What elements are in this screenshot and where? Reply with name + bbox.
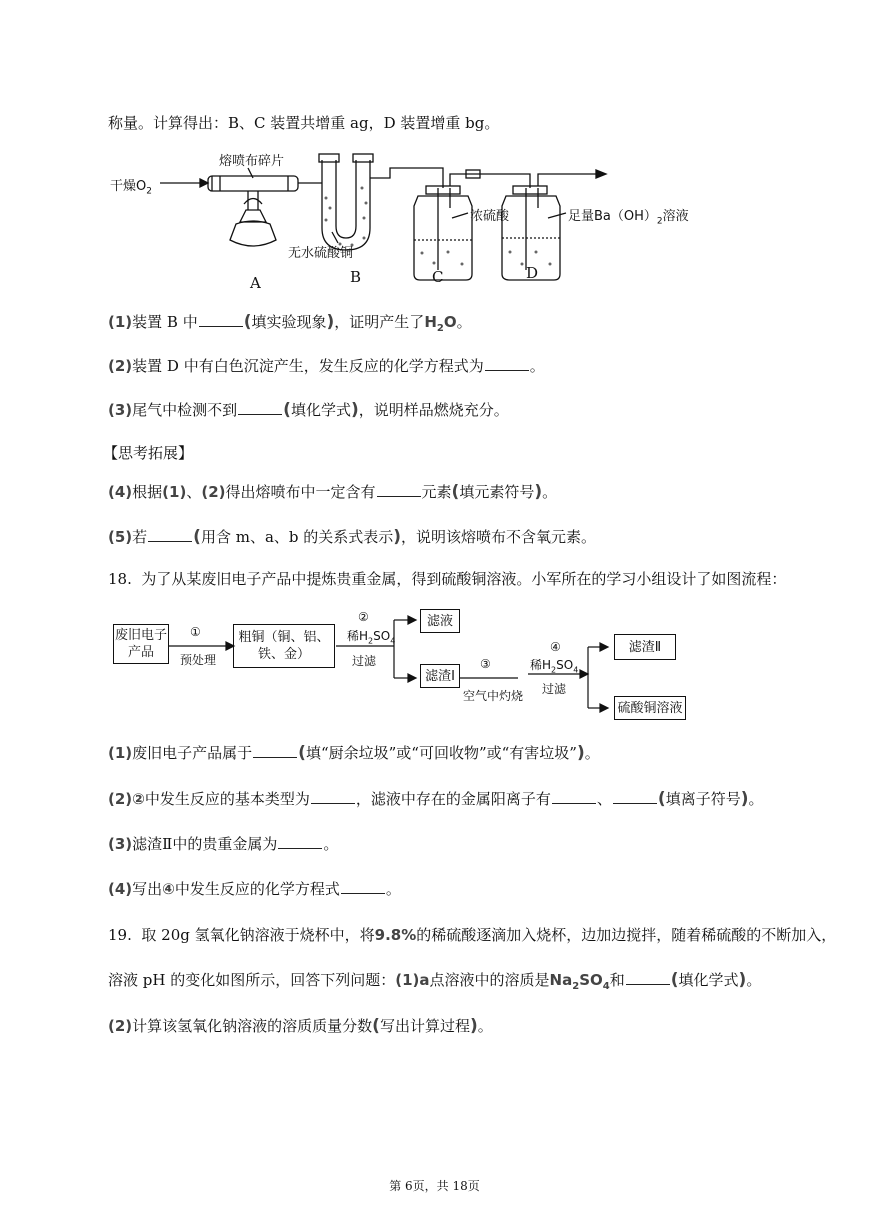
o2-label: 干燥$O_2$	[110, 179, 152, 197]
question-18-4: (4)写出④中发生反应的化学方程式 。	[108, 880, 401, 898]
acid-label: 浓硫酸	[470, 209, 510, 224]
question-18-1: (1)废旧电子产品属于 (填“厨余垃圾”或“可回收物”或“有害垃圾”)。	[108, 743, 600, 763]
question-2: (2)装置 D 中有白色沉淀产生，发生反应的化学方程式为 。	[108, 357, 545, 375]
question-3: (3)尾气中检测不到 (填化学式)，说明样品燃烧充分。	[108, 400, 509, 420]
answer-blank[interactable]	[148, 527, 192, 542]
apparatus-diagram	[108, 148, 628, 293]
problem-18: 18. 为了从某废旧电子产品中提炼贵重金属，得到硫酸铜溶液。小军所在的学习小组设计了如图流程：	[108, 570, 787, 588]
answer-blank[interactable]	[613, 789, 657, 804]
step-3-marker: ③	[480, 657, 491, 671]
step-2-label: 过滤	[352, 654, 377, 668]
question-5: (5)若 (用含 m、a、b 的关系式表示)，说明该熔喷布不含氧元素。	[108, 527, 597, 547]
answer-blank[interactable]	[552, 789, 596, 804]
cuso4-label: 无水硫酸铜	[288, 246, 354, 261]
problem-19-line-2: 溶液 pH 的变化如图所示，回答下列问题：(1)a点溶液中的溶质是$Na_2SO_4$和 (填化学式)。	[108, 970, 762, 992]
question-4: (4)根据(1)、(2)得出熔喷布中一定含有 元素(填元素符号)。	[108, 482, 558, 502]
answer-blank[interactable]	[341, 879, 385, 894]
flow-box-crude-copper: 粗铜（铜、铝、铁、金）	[233, 624, 335, 668]
answer-blank[interactable]	[377, 482, 421, 497]
section-heading: 【思考拓展】	[103, 444, 194, 462]
problem-19-line-1: 19. 取 20g 氢氧化钠溶液于烧杯中，将9.8%的稀硫酸逐滴加入烧杯，边加边搅拌，随着稀硫酸的不断加入，	[108, 926, 837, 944]
step-2-marker: ②	[358, 610, 369, 624]
step-4-marker: ④	[550, 640, 561, 654]
baoh-label: 足量$Ba(OH)_2$溶液	[568, 209, 689, 227]
step-4-reagent: 稀$H_2SO_4$	[530, 658, 579, 675]
label-b: B	[350, 268, 362, 286]
question-1: (1)装置 B 中 (填实验现象)，证明产生了$H_2O$。	[108, 312, 472, 334]
flow-box-residue-1: 滤渣Ⅰ	[420, 664, 460, 688]
step-2-reagent: 稀$H_2SO_4$	[347, 629, 396, 646]
flow-box-waste: 废旧电子产品	[113, 624, 169, 664]
question-18-2: (2)②中发生反应的基本类型为 ，滤液中存在的金属阳离子有 、 (填离子符号)。	[108, 789, 764, 809]
step-4-label: 过滤	[542, 682, 567, 696]
label-d: D	[526, 264, 539, 282]
answer-blank[interactable]	[253, 743, 297, 758]
answer-blank[interactable]	[626, 970, 670, 985]
page-footer: 第 6页，共 18页	[389, 1179, 480, 1193]
question-18-3: (3)滤渣Ⅱ中的贵重金属为 。	[108, 835, 339, 853]
step-3-label: 空气中灼烧	[463, 689, 524, 703]
answer-blank[interactable]	[311, 789, 355, 804]
flow-box-cuso4: 硫酸铜溶液	[614, 696, 686, 720]
answer-blank[interactable]	[238, 400, 282, 415]
intro-line: 称量。计算得出：B、C 装置共增重 ag，D 装置增重 bg。	[108, 114, 500, 132]
step-1-marker: ①	[190, 625, 201, 639]
label-a: A	[250, 274, 261, 292]
flow-box-residue-2: 滤渣Ⅱ	[614, 634, 676, 660]
fabric-label: 熔喷布碎片	[219, 154, 285, 169]
answer-blank[interactable]	[278, 834, 322, 849]
label-c: C	[432, 268, 444, 286]
answer-blank[interactable]	[199, 312, 243, 327]
flow-box-filtrate: 滤液	[420, 609, 460, 633]
question-19-2: (2)计算该氢氧化钠溶液的溶质质量分数(写出计算过程)。	[108, 1016, 493, 1036]
step-1-label: 预处理	[180, 653, 217, 667]
answer-blank[interactable]	[485, 356, 529, 371]
